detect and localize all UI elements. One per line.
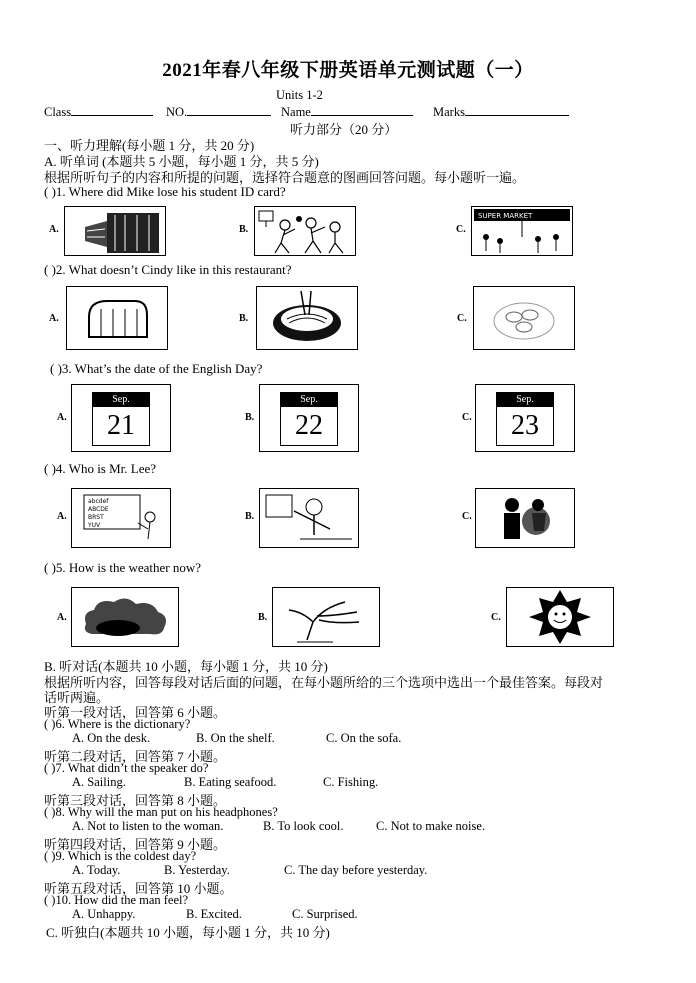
name-blank[interactable] <box>311 103 413 116</box>
calendar-frame <box>475 384 575 452</box>
marks-label: Marks <box>433 105 465 119</box>
q7-option-b[interactable]: B. Eating seafood. <box>184 775 277 789</box>
blackboard-image[interactable] <box>71 488 171 548</box>
calendar-day: 23 <box>511 410 539 441</box>
sunny-image[interactable] <box>506 587 614 647</box>
listening-part-label: 听力部分（20 分） <box>290 122 398 137</box>
q6-option-a[interactable]: A. On the desk. <box>72 731 151 745</box>
no-blank[interactable] <box>187 103 271 116</box>
q8-option-b[interactable]: B. To look cool. <box>263 819 344 833</box>
q10-option-b[interactable]: B. Excited. <box>186 907 242 921</box>
class-blank[interactable] <box>71 103 153 116</box>
q8-option-a[interactable]: A. Not to listen to the woman. <box>72 819 224 833</box>
dialogue-5-intro: 听第五段对话，回答第 10 小题。 <box>44 881 233 896</box>
question-7: ( )7. What didn’t the speaker do? <box>44 761 209 775</box>
option-label-b: B. <box>239 224 249 235</box>
svg-text:abcdef: abcdef <box>88 498 109 505</box>
option-label-b: B. <box>245 412 255 423</box>
option-label-c: C. <box>491 612 501 623</box>
option-label-c: C. <box>457 313 467 324</box>
page-title: 2021年春八年级下册英语单元测试题（一） <box>162 60 534 81</box>
question-2: ( )2. What doesn’t Cindy like in this restaurant? <box>44 262 292 277</box>
option-label-a: A. <box>57 412 67 423</box>
svg-text:ABCDE: ABCDE <box>88 506 109 513</box>
option-label-b: B. <box>258 612 268 623</box>
calendar-sep-23[interactable] <box>496 392 554 446</box>
question-6: ( )6. Where is the dictionary? <box>44 717 191 731</box>
q6-option-b[interactable]: B. On the shelf. <box>196 731 275 745</box>
basketball-game-image[interactable] <box>254 206 356 256</box>
dumplings-plate-image[interactable] <box>473 286 575 350</box>
q7-option-c[interactable]: C. Fishing. <box>323 775 379 789</box>
svg-text:BRST: BRST <box>88 514 104 521</box>
q9-option-c[interactable]: C. The day before yesterday. <box>284 863 428 877</box>
q10-option-c[interactable]: C. Surprised. <box>292 907 358 921</box>
people-globe-image[interactable] <box>475 488 575 548</box>
question-5: ( )5. How is the weather now? <box>44 560 202 575</box>
option-label-a: A. <box>49 313 59 324</box>
cloudy-image[interactable] <box>71 587 179 647</box>
question-3: ( )3. What’s the date of the English Day? <box>50 361 263 376</box>
marks-field <box>433 103 569 120</box>
dialogue-4-intro: 听第四段对话，回答第 9 小题。 <box>44 837 227 852</box>
dialogue-3-intro: 听第三段对话，回答第 8 小题。 <box>44 793 227 808</box>
calendar-month: Sep. <box>93 393 149 407</box>
option-label-a: A. <box>57 612 67 623</box>
option-label-a: A. <box>49 224 59 235</box>
question-10: ( )10. How did the man feel? <box>44 893 189 907</box>
svg-text:YUV: YUV <box>88 522 101 529</box>
option-label-b: B. <box>239 313 249 324</box>
no-label: NO. <box>166 105 188 119</box>
calendar-month: Sep. <box>497 393 553 407</box>
section-heading: 一、听力理解(每小题 1 分，共 20 分) <box>44 138 255 153</box>
part-c-heading: C. 听独白(本题共 10 小题，每小题 1 分，共 10 分) <box>46 925 330 940</box>
question-9: ( )9. Which is the coldest day? <box>44 849 197 863</box>
q9-option-a[interactable]: A. Today. <box>72 863 121 877</box>
option-label-b: B. <box>245 511 255 522</box>
part-b-instruction-line1: 根据所听内容，回答每段对话后面的问题，在每小题所给的三个选项中选出一个最佳答案。每段对 <box>44 675 604 690</box>
part-a-instruction: 根据所听句子的内容和所提的问题，选择符合题意的图画回答问题。每小题听一遍。 <box>44 170 526 185</box>
name-field <box>281 103 413 120</box>
question-1: ( )1. Where did Mike lose his student ID card? <box>44 184 286 199</box>
svg-text:SUPER MARKET: SUPER MARKET <box>478 212 533 220</box>
part-b-heading: B. 听对话(本题共 10 小题，每小题 1 分，共 10 分) <box>44 659 328 674</box>
question-4: ( )4. Who is Mr. Lee? <box>44 461 157 476</box>
q6-option-c[interactable]: C. On the sofa. <box>326 731 402 745</box>
bread-image[interactable] <box>66 286 168 350</box>
name-label: Name <box>281 105 311 119</box>
units-label: Units 1-2 <box>276 88 323 102</box>
option-label-c: C. <box>462 511 472 522</box>
class-label: Class <box>44 105 72 119</box>
no-field <box>166 103 271 120</box>
q7-option-a[interactable]: A. Sailing. <box>72 775 126 789</box>
calendar-sep-22[interactable] <box>280 392 338 446</box>
calendar-month: Sep. <box>281 393 337 407</box>
noodles-image[interactable] <box>256 286 358 350</box>
q10-option-a[interactable]: A. Unhappy. <box>72 907 136 921</box>
option-label-c: C. <box>456 224 466 235</box>
marks-blank[interactable] <box>465 103 569 116</box>
option-label-c: C. <box>462 412 472 423</box>
windy-tree-image[interactable] <box>272 587 380 647</box>
part-a-heading: A. 听单词 (本题共 5 小题，每小题 1 分，共 5 分) <box>44 154 319 169</box>
q8-option-c[interactable]: C. Not to make noise. <box>376 819 486 833</box>
city-buildings-image[interactable] <box>64 206 166 256</box>
dialogue-1-intro: 听第一段对话，回答第 6 小题。 <box>44 705 227 720</box>
calendar-frame <box>71 384 171 452</box>
teacher-image[interactable] <box>259 488 359 548</box>
class-field <box>44 103 153 120</box>
q9-option-b[interactable]: B. Yesterday. <box>164 863 230 877</box>
dialogue-2-intro: 听第二段对话，回答第 7 小题。 <box>44 749 227 764</box>
part-b-instruction-line2: 话听两遍。 <box>44 690 110 705</box>
calendar-frame <box>259 384 359 452</box>
question-8: ( )8. Why will the man put on his headphones? <box>44 805 278 819</box>
calendar-sep-21[interactable] <box>92 392 150 446</box>
calendar-day: 21 <box>107 410 135 441</box>
calendar-day: 22 <box>295 410 323 441</box>
option-label-a: A. <box>57 511 67 522</box>
supermarket-image[interactable] <box>471 206 573 256</box>
